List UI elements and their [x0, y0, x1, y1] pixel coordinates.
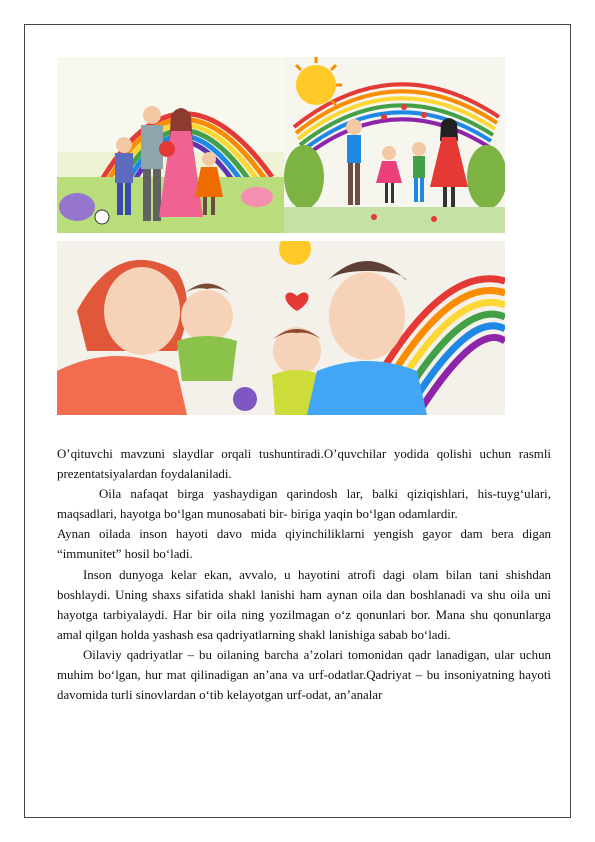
body-text [57, 444, 551, 705]
paragraph-intro: O’qituvchi mavzuni slaydlar orqali tushuntiradi.O’quvchilar yodida qolishi uchun rasmli prezentatsiyalardan foydalaniladi. [57, 447, 551, 482]
parents-children-rainbow-drawing [57, 241, 505, 415]
paragraph-family-definition: Oila nafaqat birga yashaydigan qarindosh lar, balki qiziqishlari, his-tuyg‘ulari, maqsadlari, hayotga bo‘lgan munosabati bir- biriga yaqin bo‘lgan odamlardir. [57, 487, 551, 522]
family-sun-rainbow-drawing [284, 57, 505, 233]
paragraph-person-world: Inson dunyoga kelar ekan, avvalo, u hayotini atrofi dagi olam bilan tani shishdan boshlaydi. Uning shaxs sifatida shakl lanishi ham aynan oila dan boshlanadi va shu oila uni hayotga tarbiyalaydi. Har bir oila ning yozilmagan o‘z qonunlari bor. Mana shu qonunlarga amal qilgan holda yashash esa qadriyatlarning shakl lanishiga sabab bo‘ladi. [57, 567, 551, 642]
family-rainbow-drawing [57, 57, 284, 233]
paragraph-immunity: Aynan oilada inson hayoti davo mida qiyinchiliklarni yengish gayor dam bera digan “immunitet” hosil bo‘ladi. [57, 527, 551, 562]
paragraph-family-values: Oilaviy qadriyatlar – bu oilaning barcha a’zolari tomonidan qadr lanadigan, ular uchun muhim bo‘lgan, hur mat qilinadigan an’ana va urf-odatlar.Qadriyat – bu insoniyatning hayoti davomida turli sinovlardan o‘tib kelayotgan urf-odat, an’analar [57, 647, 551, 703]
